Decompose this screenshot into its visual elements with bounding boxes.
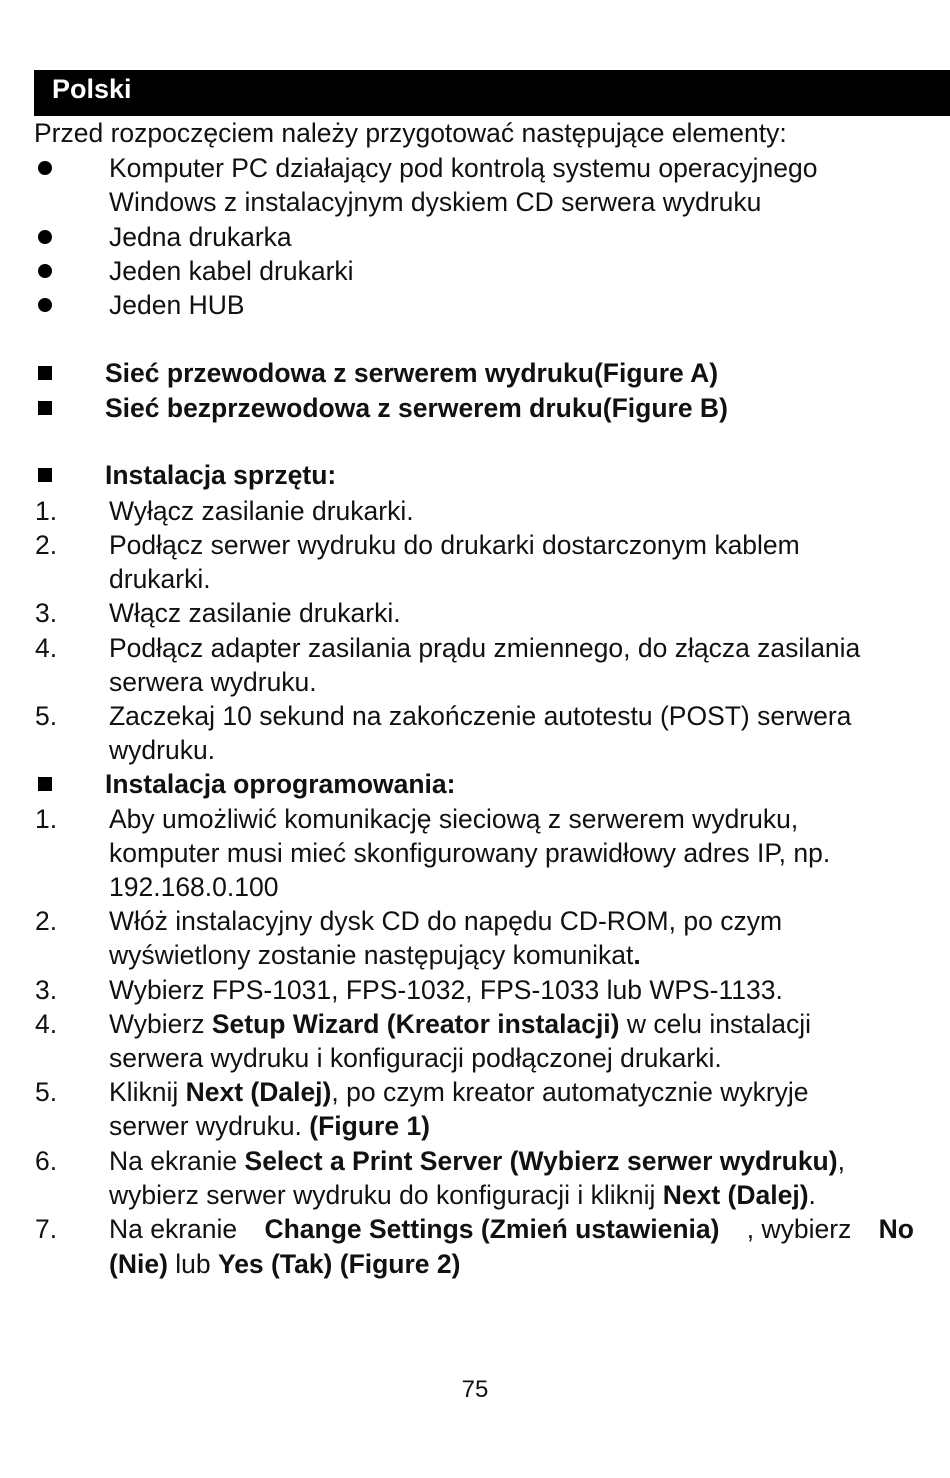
square-bullet [38, 468, 52, 482]
step-number: 1. [35, 496, 58, 526]
bold-text: Next (Dalej) [662, 1180, 809, 1210]
square-bullet [38, 401, 52, 415]
bold-text: (Figure 1) [309, 1111, 431, 1141]
bold-text: No [878, 1214, 914, 1244]
text-span: , po czym kreator automatycznie wykryje [331, 1077, 809, 1107]
hardware-step-cont: wydruku. [109, 735, 216, 765]
text-span: . [808, 1180, 816, 1210]
step-number: 1. [35, 804, 58, 834]
text-span: Wybierz [109, 1009, 212, 1039]
hardware-step-cont: drukarki. [109, 564, 211, 594]
step-number: 4. [35, 633, 58, 663]
bullet-dot [38, 161, 52, 175]
bullet-dot [38, 264, 52, 278]
text-span: , [837, 1146, 845, 1176]
square-bullet [38, 777, 52, 791]
wireless-network-heading: Sieć bezprzewodowa z serwerem druku(Figure B) [105, 393, 728, 423]
software-step: Wybierz FPS-1031, FPS-1032, FPS-1033 lub WPS-1133. [109, 975, 783, 1005]
text-span: Na ekranie [109, 1146, 245, 1176]
hardware-step: Podłącz serwer wydruku do drukarki dostarczonym kablem [109, 530, 800, 560]
language-title: Polski [52, 74, 132, 104]
step-number: 2. [35, 906, 58, 936]
step-number: 5. [35, 1077, 58, 1107]
software-step: Aby umożliwić komunikację sieciową z serwerem wydruku, [109, 804, 799, 834]
step-number: 2. [35, 530, 58, 560]
requirement-item: Jeden kabel drukarki [109, 256, 354, 286]
page-number: 75 [461, 1376, 489, 1403]
software-step [109, 1075, 809, 1109]
hardware-step: Podłącz adapter zasilania prądu zmiennego, do złącza zasilania [109, 633, 861, 663]
step-number: 4. [35, 1009, 58, 1039]
software-step-cont: komputer musi mieć skonfigurowany prawidłowy adres IP, np. [109, 838, 831, 868]
wired-network-heading: Sieć przewodowa z serwerem wydruku(Figure A) [105, 358, 719, 388]
step-number: 3. [35, 598, 58, 628]
hardware-step-cont: serwera wydruku. [109, 667, 317, 697]
software-step [109, 1144, 845, 1178]
bullet-dot [38, 298, 52, 312]
text-span: wybierz serwer wydruku do konfiguracji i kliknij [109, 1180, 663, 1210]
step-number: 6. [35, 1146, 58, 1176]
software-step-cont: 192.168.0.100 [109, 872, 279, 902]
bullet-dot [38, 230, 52, 244]
text-span: Kliknij [109, 1077, 186, 1107]
bold-text: . [633, 940, 641, 970]
requirement-item-cont: Windows z instalacyjnym dyskiem CD serwera wydruku [109, 187, 762, 217]
bold-text: Setup Wizard (Kreator instalacji) [211, 1009, 620, 1039]
software-step-cont [109, 938, 641, 972]
bold-text: (Nie) [109, 1249, 168, 1279]
software-step-cont [109, 1109, 430, 1143]
text-span: w celu instalacji [619, 1009, 811, 1039]
requirement-item: Komputer PC działający pod kontrolą systemu operacyjnego [109, 153, 818, 183]
text-span: serwer wydruku. [109, 1111, 310, 1141]
square-bullet [38, 366, 52, 380]
requirement-item: Jeden HUB [109, 290, 245, 320]
bold-text: Change Settings (Zmień ustawienia) [264, 1214, 720, 1244]
requirement-item: Jedna drukarka [109, 222, 292, 252]
software-step: Włóż instalacyjny dysk CD do napędu CD-ROM, po czym [109, 906, 783, 936]
hardware-step: Włącz zasilanie drukarki. [109, 598, 401, 628]
hardware-step: Wyłącz zasilanie drukarki. [109, 496, 414, 526]
text-span: Na ekranie [109, 1214, 238, 1244]
language-header-bar [34, 70, 950, 116]
software-step-cont [109, 1247, 460, 1281]
bold-text: Next (Dalej) [185, 1077, 332, 1107]
bold-text: Yes (Tak) (Figure 2) [217, 1249, 461, 1279]
step-number: 3. [35, 975, 58, 1005]
software-step [109, 1007, 811, 1041]
bold-text: Select a Print Server (Wybierz serwer wydruku) [244, 1146, 838, 1176]
software-step-cont [109, 1178, 816, 1212]
intro-text: Przed rozpoczęciem należy przygotować następujące elementy: [34, 118, 787, 148]
software-step-cont: serwera wydruku i konfiguracji podłączonej drukarki. [109, 1043, 722, 1073]
software-heading: Instalacja oprogramowania: [105, 769, 456, 799]
step-number: 5. [35, 701, 58, 731]
text-span: wyświetlony zostanie następujący komunikat [109, 940, 634, 970]
step-number: 7. [35, 1214, 58, 1244]
text-span: lub [167, 1249, 218, 1279]
header-edge [944, 70, 947, 116]
text-span: , wybierz [746, 1214, 852, 1244]
hardware-heading: Instalacja sprzętu: [105, 460, 337, 490]
hardware-step: Zaczekaj 10 sekund na zakończenie autotestu (POST) serwera [109, 701, 852, 731]
software-step [109, 1212, 914, 1246]
